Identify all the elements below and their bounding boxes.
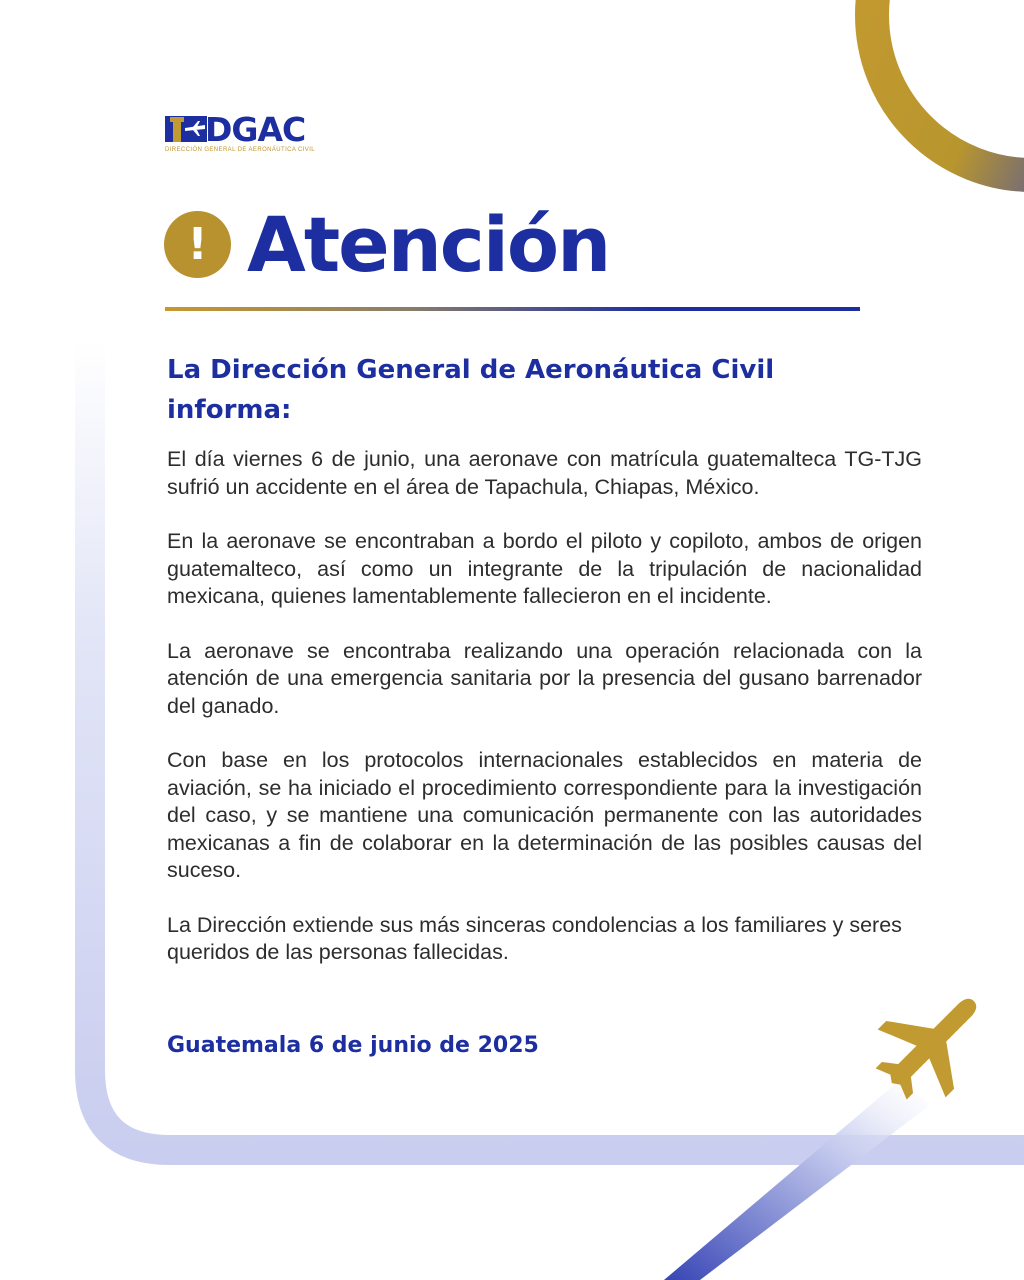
logo-subtext: DIRECCIÓN GENERAL DE AERONÁUTICA CIVIL bbox=[165, 147, 316, 153]
title-divider bbox=[165, 307, 860, 311]
paragraph-accident: El día viernes 6 de junio, una aeronave con matrícula guatemalteca TG-TJG sufrió un accidente en el área de Tapachula, Chiapas, México. bbox=[167, 447, 922, 499]
logo-wordmark: DGAC bbox=[205, 110, 306, 149]
airplane-trail bbox=[664, 1080, 930, 1280]
exclamation-icon: ! bbox=[164, 211, 231, 278]
paragraph-operation: La aeronave se encontraba realizando una operación relacionada con la atención de una emergencia sanitaria por la presencia del gusano barrenador del ganado. bbox=[167, 638, 922, 718]
control-tower-airplane-icon bbox=[165, 114, 207, 146]
dgac-logo bbox=[165, 110, 350, 156]
notice-body bbox=[167, 446, 922, 994]
paragraph-crew: En la aeronave se encontraban a bordo el piloto y copiloto, ambos de origen guatemalteco, así como un integrante de la tripulación de nacionalidad mexicana, quienes lamentablemente fallecieron en el incidente. bbox=[167, 529, 922, 608]
paragraph-condolences: La Dirección extiende sus más sinceras condolencias a los familiares y seres queridos de las personas fallecidas. bbox=[167, 912, 902, 964]
date-line: Guatemala 6 de junio de 2025 bbox=[167, 1033, 539, 1058]
page-title: Atención bbox=[247, 200, 610, 289]
corner-ring bbox=[872, 0, 1024, 175]
paragraph-investigation: Con base en los protocolos internacionales establecidos en materia de aviación, se ha iniciado el procedimiento correspondiente para la investigación del caso, y se mantiene una comunicación permanente con las autoridades mexicanas a fin de colaborar en la determinación de las posibles causas del suceso. bbox=[167, 748, 922, 882]
notice-subtitle: La Dirección General de Aeronáutica Civil informa: bbox=[167, 355, 775, 425]
